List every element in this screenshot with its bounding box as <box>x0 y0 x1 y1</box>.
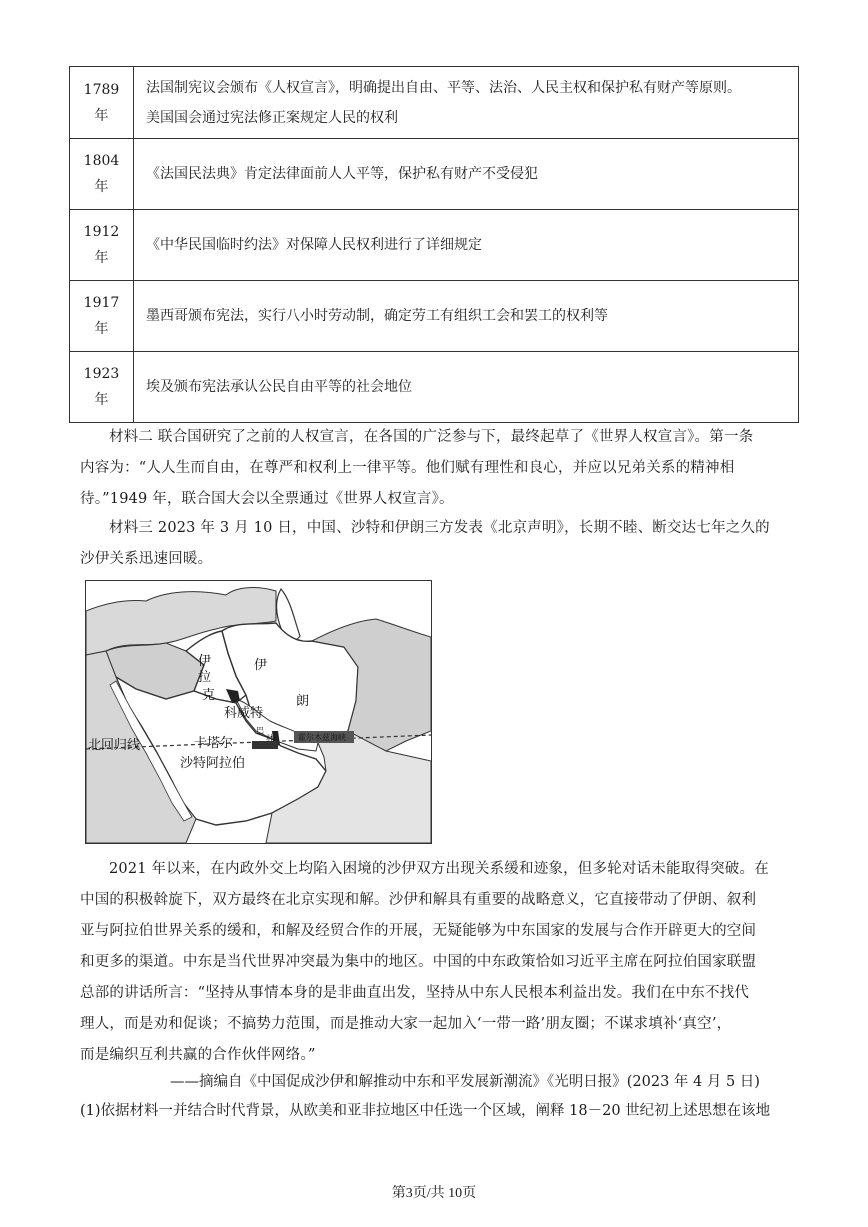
table-row <box>70 210 799 281</box>
map-label-hormuz: 霍尔木兹海峡 <box>298 733 346 742</box>
description-line: 《中华民国临时约法》对保障人民权利进行了详细规定 <box>146 237 482 253</box>
year-text: 1804 <box>83 153 120 169</box>
table-row <box>70 139 799 210</box>
table-row <box>70 67 799 139</box>
year-text: 1923 <box>83 366 120 382</box>
main-text-line: 而是编织互利共赢的合作伙伴网络。” <box>80 1047 316 1063</box>
description-cell <box>134 139 799 210</box>
material-two <box>80 422 800 515</box>
map-label-iraq: 拉 <box>198 670 212 685</box>
description-cell <box>134 210 799 281</box>
source-citation: ——摘编自《中国促成沙伊和解推动中东和平发展新潮流》《光明日报》(2023 年 4 月 5 日) <box>170 1074 760 1090</box>
year-text: 1917 <box>83 295 120 311</box>
map-graphic <box>86 581 431 843</box>
year-cell <box>70 210 134 281</box>
description-line: 美国国会通过宪法修正案规定人民的权利 <box>146 109 398 126</box>
page-footer: 第3页/共 10页 <box>391 1186 477 1201</box>
map-label-tropic: 北回归线 <box>88 738 141 753</box>
table-row <box>70 281 799 352</box>
description-cell <box>134 352 799 423</box>
year-unit: 年 <box>94 179 109 195</box>
description-line: 法国制宪议会颁布《人权宣言》，明确提出自由、平等、法治、人民主权和保护私有财产等原则。 <box>146 79 741 96</box>
map-label-kuwait: 科威特 <box>224 706 264 721</box>
history-table <box>69 66 799 423</box>
main-text-line: 2021 年以来，在内政外交上均陷入困境的沙伊双方出现关系缓和迹象，但多轮对话未能取得突破。在 <box>109 861 769 877</box>
material-three-line: 沙伊关系迅速回暖。 <box>80 551 213 567</box>
material-two-line: 材料二 联合国研究了之前的人权宣言，在各国的广泛参与下，最终起草了《世界人权宣言》。第一条 <box>109 429 754 445</box>
year-text: 1912 <box>83 224 120 240</box>
main-text-line: 理人，而是劝和促谈；不搞势力范围，而是推动大家一起加入‘一带一路’朋友圈；不谋求填补‘真空’， <box>80 1016 732 1032</box>
material-three <box>80 513 800 575</box>
year-text: 1789 <box>83 81 120 98</box>
description-line: 埃及颁布宪法承认公民自由平等的社会地位 <box>146 379 412 395</box>
description-cell <box>134 281 799 352</box>
material-two-line: 待。”1949 年，联合国大会以全票通过《世界人权宣言》。 <box>80 491 454 507</box>
year-unit: 年 <box>94 392 109 408</box>
main-text-line: 亚与阿拉伯世界关系的缓和，和解及经贸合作的开展，无疑能够为中东国家的发展与合作开辟更大的空间 <box>80 923 757 939</box>
map-label-bahrain: 巴 <box>256 726 264 735</box>
map-label-qatar: 卡塔尔 <box>194 736 234 751</box>
material-two-line: 内容为：“人人生而自由，在尊严和权利上一律平等。他们赋有理性和良心，并应以兄弟关系的精神相 <box>80 460 735 476</box>
year-cell <box>70 352 134 423</box>
year-unit: 年 <box>94 107 109 124</box>
description-cell <box>134 67 799 139</box>
main-text <box>80 854 800 1071</box>
map-label-iraq: 伊 <box>198 654 212 669</box>
map-label-saudi: 沙特阿拉伯 <box>180 756 246 771</box>
middle-east-map <box>85 580 432 844</box>
description-line: 《法国民法典》肯定法律面前人人平等，保护私有财产不受侵犯 <box>146 166 538 182</box>
main-text-line: 和更多的渠道。中东是当代世界冲突最为集中的地区。中国的中东政策恰如习近平主席在阿拉伯国家联盟 <box>80 954 757 970</box>
year-cell <box>70 281 134 352</box>
year-unit: 年 <box>94 250 109 266</box>
year-cell <box>70 67 134 139</box>
material-three-line: 材料三 2023 年 3 月 10 日，中国、沙特和伊朗三方发表《北京声明》，长期不睦、断交达七年之久的 <box>109 520 770 536</box>
table-row <box>70 352 799 423</box>
map-label-bahrain: 林 <box>266 734 274 743</box>
description-line: 墨西哥颁布宪法，实行八小时劳动制，确定劳工有组织工会和罢工的权利等 <box>146 308 608 324</box>
year-unit: 年 <box>94 321 109 337</box>
question-text: (1)依据材料一并结合时代背景，从欧美和亚非拉地区中任选一个区域，阐释 18－20 世纪初上述思想在该地 <box>80 1103 771 1119</box>
year-cell <box>70 139 134 210</box>
map-label-iran: 朗 <box>296 694 310 709</box>
main-text-line: 总部的讲话所言：“坚持从事情本身的是非曲直出发，坚持从中东人民根本利益出发。我们在中东不找代 <box>80 985 750 1001</box>
map-label-iraq: 克 <box>202 688 216 703</box>
map-label-iran: 伊 <box>254 658 268 673</box>
main-text-line: 中国的积极斡旋下，双方最终在北京实现和解。沙伊和解具有重要的战略意义，它直接带动了伊朗、叙利 <box>80 892 757 908</box>
